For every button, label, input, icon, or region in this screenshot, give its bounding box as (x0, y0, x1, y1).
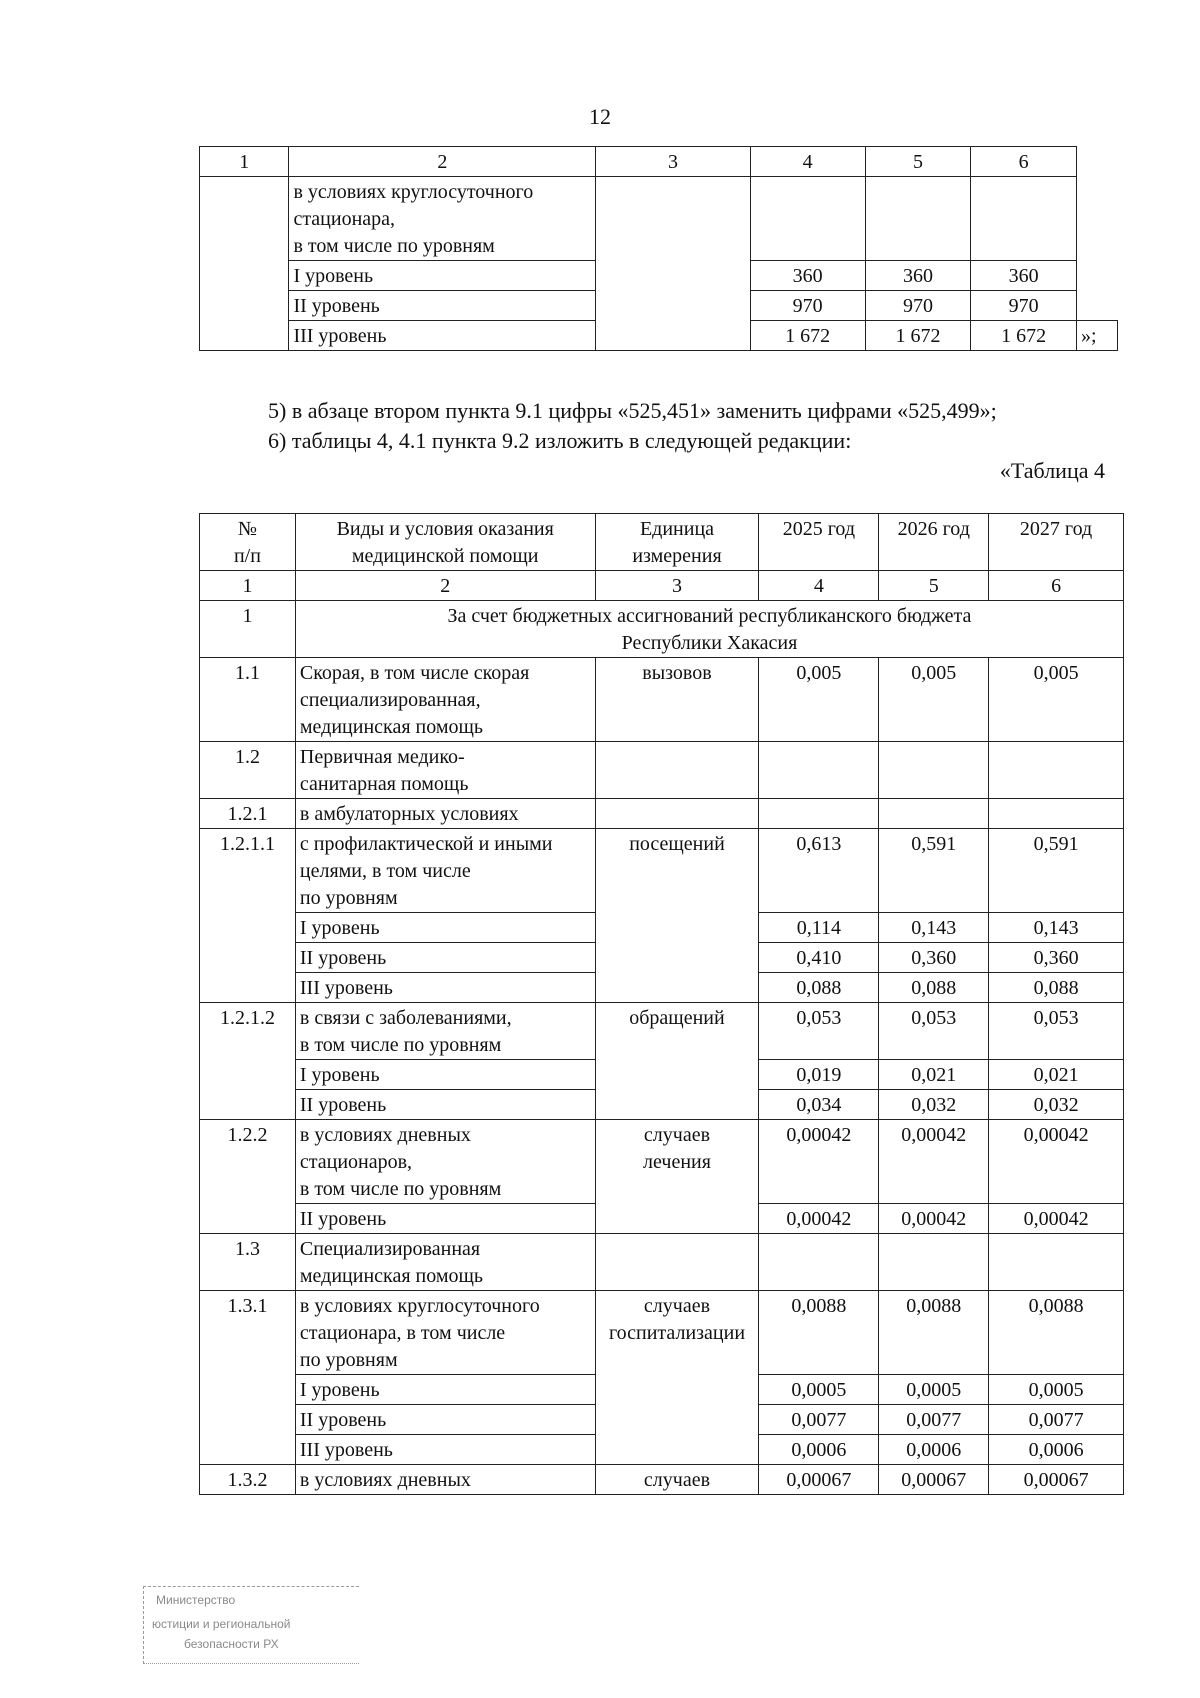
header-2027: 2027 год (989, 514, 1124, 571)
col-number: 2 (295, 571, 595, 601)
row-unit: случаев лечения (595, 1120, 759, 1234)
value-cell: 1 672 (865, 321, 971, 351)
row-kind: Первичная медико- санитарная помощь (295, 742, 595, 799)
table-header-row (200, 514, 1124, 571)
table-header-row (200, 147, 1118, 177)
value-cell: 0,591 (989, 829, 1124, 913)
value-cell: 0,00042 (759, 1204, 879, 1234)
table-caption: «Таблица 4 (999, 458, 1105, 483)
col-number: 5 (879, 571, 989, 601)
level-label: I уровень (295, 1060, 595, 1090)
header-kind: Виды и условия оказания медицинской помощи (295, 514, 595, 571)
col-header: 6 (971, 147, 1077, 177)
table-row (200, 658, 1124, 742)
value-cell: 0,053 (879, 1003, 989, 1060)
value-cell: 0,00042 (759, 1120, 879, 1204)
row-label: II уровень (289, 291, 596, 321)
table-row (200, 1465, 1124, 1495)
col-header: 1 (200, 147, 289, 177)
value-cell: 0,032 (989, 1090, 1124, 1120)
stamp-line: Министерство (156, 1593, 236, 1607)
row-num: 1.2.1 (200, 799, 296, 829)
table-row (200, 1120, 1124, 1204)
level-label: II уровень (295, 1405, 595, 1435)
row-num: 1.2.1.2 (200, 1003, 296, 1120)
value-cell: 0,0088 (879, 1291, 989, 1375)
level-label: III уровень (295, 1435, 595, 1465)
level-label: I уровень (295, 913, 595, 943)
row-unit: случаев госпитализации (595, 1291, 759, 1465)
table-row (200, 177, 1118, 261)
table-4 (199, 513, 1124, 1495)
value-cell: 0,0088 (989, 1291, 1124, 1375)
continuation-table (199, 146, 1118, 351)
value-cell: 970 (750, 291, 865, 321)
value-cell: 0,0006 (759, 1435, 879, 1465)
value-cell: 0,0005 (989, 1375, 1124, 1405)
row-num: 1.3 (200, 1234, 296, 1291)
row-num: 1.2.2 (200, 1120, 296, 1234)
row-kind: с профилактической и иными целями, в том числе по уровням (295, 829, 595, 913)
value-cell: 0,0077 (759, 1405, 879, 1435)
value-cell: 0,613 (759, 829, 879, 913)
value-cell: 360 (865, 261, 971, 291)
col-header: 3 (596, 147, 750, 177)
section-row (200, 601, 1124, 658)
value-cell: 0,019 (759, 1060, 879, 1090)
value-cell: 0,00067 (759, 1465, 879, 1495)
row-kind: Специализированная медицинская помощь (295, 1234, 595, 1291)
value-cell: 970 (971, 291, 1077, 321)
value-cell: 0,143 (879, 913, 989, 943)
empty-cell (596, 177, 750, 351)
row-num: 1.3.1 (200, 1291, 296, 1465)
value-cell: 0,0077 (879, 1405, 989, 1435)
value-cell: 0,00042 (989, 1204, 1124, 1234)
value-cell: 0,410 (759, 943, 879, 973)
value-cell: 0,088 (879, 973, 989, 1003)
table-row (200, 1234, 1124, 1291)
header-unit: Единица измерения (595, 514, 759, 571)
value-cell: 0,005 (759, 658, 879, 742)
value-cell: 0,00042 (879, 1204, 989, 1234)
value-cell: 0,0077 (989, 1405, 1124, 1435)
row-kind: в условиях дневных стационаров, в том числе по уровням (295, 1120, 595, 1204)
col-number: 6 (989, 571, 1124, 601)
col-number: 4 (759, 571, 879, 601)
table-row (200, 829, 1124, 913)
value-cell: 0,021 (989, 1060, 1124, 1090)
value-cell: 1 672 (971, 321, 1077, 351)
value-cell: 0,00067 (879, 1465, 989, 1495)
value-cell: 0,032 (879, 1090, 989, 1120)
level-label: I уровень (295, 1375, 595, 1405)
value-cell: 0,088 (759, 973, 879, 1003)
col-header: 5 (865, 147, 971, 177)
value-cell: 0,591 (879, 829, 989, 913)
table-row (200, 742, 1124, 799)
row-num: 1.2.1.1 (200, 829, 296, 1003)
col-header: 4 (750, 147, 865, 177)
ministry-stamp (143, 1586, 359, 1664)
column-numbers-row (200, 571, 1124, 601)
value-cell: 0,00042 (879, 1120, 989, 1204)
value-cell: 970 (865, 291, 971, 321)
row-label: в условиях круглосуточного стационара, в том числе по уровням (289, 177, 596, 261)
row-label: III уровень (289, 321, 596, 351)
section-title: За счет бюджетных ассигнований республиканского бюджета Республики Хакасия (295, 601, 1123, 658)
value-cell: 0,0005 (879, 1375, 989, 1405)
value-cell: 0,005 (989, 658, 1124, 742)
row-unit: вызовов (595, 658, 759, 742)
row-num: 1.3.2 (200, 1465, 296, 1495)
table-row (200, 1291, 1124, 1375)
row-kind: в связи с заболеваниями, в том числе по уровням (295, 1003, 595, 1060)
page-number: 12 (589, 104, 611, 129)
value-cell: 0,053 (989, 1003, 1124, 1060)
table-row (200, 799, 1124, 829)
closing-quote: »; (1076, 321, 1117, 351)
value-cell: 0,021 (879, 1060, 989, 1090)
value-cell: 0,0006 (989, 1435, 1124, 1465)
level-label: II уровень (295, 943, 595, 973)
header-num: № п/п (200, 514, 296, 571)
row-kind: в условиях круглосуточного стационара, в том числе по уровням (295, 1291, 595, 1375)
row-unit: случаев (595, 1465, 759, 1495)
stamp-line: безопасности РХ (184, 1637, 279, 1651)
row-num: 1 (200, 601, 296, 658)
value-cell: 360 (971, 261, 1077, 291)
row-label: I уровень (289, 261, 596, 291)
row-kind: в амбулаторных условиях (295, 799, 595, 829)
header-2026: 2026 год (879, 514, 989, 571)
header-2025: 2025 год (759, 514, 879, 571)
value-cell: 0,114 (759, 913, 879, 943)
value-cell: 360 (750, 261, 865, 291)
value-cell: 0,005 (879, 658, 989, 742)
level-label: III уровень (295, 973, 595, 1003)
table-row (200, 1003, 1124, 1060)
value-cell: 0,360 (989, 943, 1124, 973)
row-num: 1.2 (200, 742, 296, 799)
value-cell: 0,0006 (879, 1435, 989, 1465)
row-unit: обращений (595, 1003, 759, 1120)
value-cell: 0,034 (759, 1090, 879, 1120)
empty-cell (200, 177, 289, 351)
value-cell: 0,053 (759, 1003, 879, 1060)
paragraph-item-5: 5) в абзаце втором пункта 9.1 цифры «525,451» заменить цифрами «525,499»; (268, 398, 997, 423)
row-kind: в условиях дневных (295, 1465, 595, 1495)
value-cell: 0,143 (989, 913, 1124, 943)
value-cell: 0,360 (879, 943, 989, 973)
col-number: 3 (595, 571, 759, 601)
value-cell: 0,088 (989, 973, 1124, 1003)
value-cell: 0,00042 (989, 1120, 1124, 1204)
paragraph-item-6: 6) таблицы 4, 4.1 пункта 9.2 изложить в следующей редакции: (268, 428, 852, 453)
level-label: II уровень (295, 1090, 595, 1120)
value-cell: 0,0005 (759, 1375, 879, 1405)
value-cell: 0,0088 (759, 1291, 879, 1375)
row-unit: посещений (595, 829, 759, 1003)
value-cell: 1 672 (750, 321, 865, 351)
row-kind: Скорая, в том числе скорая специализированная, медицинская помощь (295, 658, 595, 742)
stamp-line: юстиции и региональной (152, 1617, 291, 1631)
col-header: 2 (289, 147, 596, 177)
col-number: 1 (200, 571, 296, 601)
row-num: 1.1 (200, 658, 296, 742)
level-label: II уровень (295, 1204, 595, 1234)
value-cell: 0,00067 (989, 1465, 1124, 1495)
